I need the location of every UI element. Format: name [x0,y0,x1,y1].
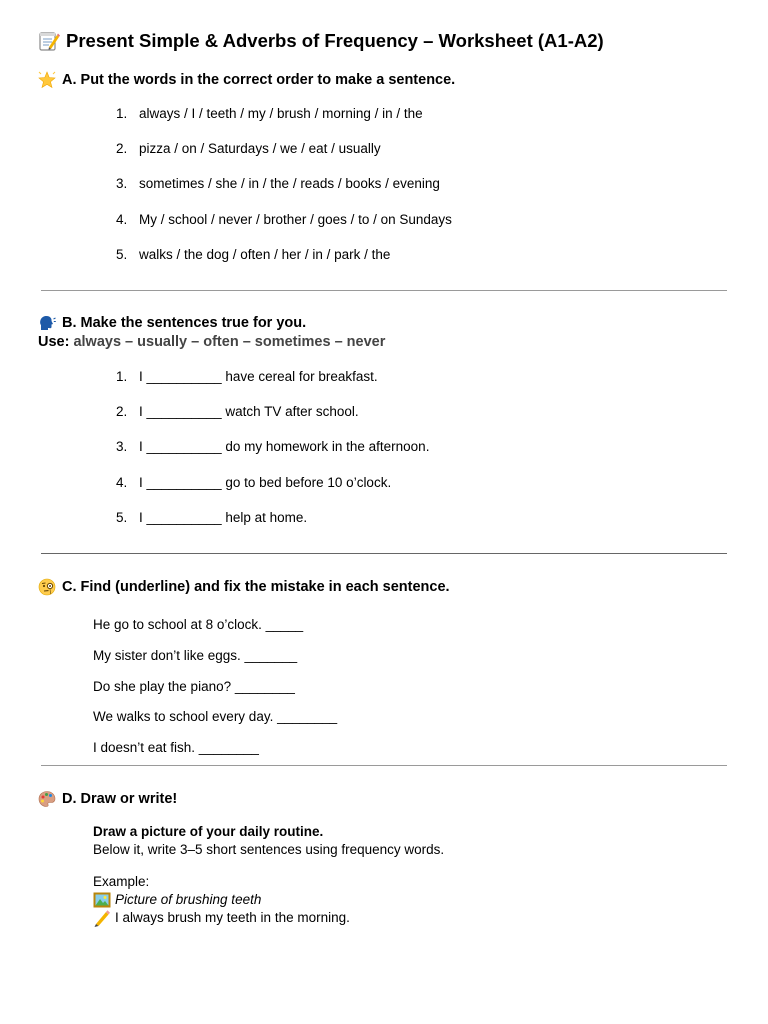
item-number: 4. [116,211,128,227]
section-b-heading [38,314,306,332]
item-number: 3. [116,439,128,455]
item-number: 1. [116,106,128,121]
section-b-list [116,369,429,545]
item-text: walks / the dog / often / her / in / park / the [139,246,391,262]
instruction: Below it, write 3–5 short sentences using frequency words. [93,842,445,857]
frequency-words: always – usually – often – sometimes – never [73,334,386,350]
example-label: Example: [93,874,150,889]
list-item: Do she play the piano? ________ [93,678,295,694]
memo-icon [38,30,60,52]
item-number: 3. [116,176,128,192]
section-b-heading-text: B. Make the sentences true for you. [62,315,307,331]
instruction-bold: Draw a picture of your daily routine. [93,824,324,839]
list-item [116,176,452,211]
framed-picture-icon [93,891,115,909]
item-number: 4. [116,474,128,490]
list-item: We walks to school every day. ________ [93,709,338,725]
list-item [116,404,429,439]
section-c-list [93,617,337,771]
divider [41,290,727,291]
divider [41,765,727,766]
list-item [116,510,429,545]
list-item [116,369,429,404]
use-words-line [38,334,385,350]
section-a-list [116,106,452,282]
speaking-head-icon [38,314,56,332]
list-item [116,439,429,474]
section-a-heading-text: A. Put the words in the correct order to make a sentence. [62,72,456,88]
example-sentence-text: I always brush my teeth in the morning. [115,910,350,925]
pencil-icon [93,909,115,927]
star-icon [38,71,56,89]
item-number: 1. [116,369,128,384]
item-text: pizza / on / Saturdays / we / eat / usually [139,141,381,157]
section-a-heading [38,71,455,89]
section-d-heading-text: D. Draw or write! [62,791,178,807]
spacer [93,859,444,873]
example-sentence-row [93,909,444,927]
list-item [116,247,452,282]
item-text: I __________ watch TV after school. [139,404,359,420]
use-label: Use: [38,334,70,350]
section-d-heading [38,790,177,808]
item-number: 5. [116,509,128,525]
item-text: always / I / teeth / my / brush / morning / in / the [139,106,423,121]
item-number: 2. [116,404,128,420]
list-item: He go to school at 8 o’clock. _____ [93,617,304,632]
item-number: 5. [116,246,128,262]
list-item [116,106,452,141]
item-text: I __________ help at home. [139,509,308,525]
list-item: My sister don’t like eggs. _______ [93,647,298,663]
divider [41,553,727,554]
section-c-heading-text: C. Find (underline) and fix the mistake in each sentence. [62,579,450,595]
list-item [116,475,429,510]
item-number: 2. [116,141,128,157]
item-text: I __________ go to bed before 10 o’clock. [139,474,392,490]
section-c-heading [38,578,450,596]
item-text: My / school / never / brother / goes / to / on Sundays [139,211,452,227]
item-text: sometimes / she / in / the / reads / books / evening [139,176,440,192]
example-picture-text: Picture of brushing teeth [115,892,262,907]
item-text: I __________ have cereal for breakfast. [139,369,378,384]
section-d-content [93,823,444,927]
list-item [116,141,452,176]
list-item [116,212,452,247]
list-item: I doesn’t eat fish. ________ [93,740,259,756]
example-picture-row [93,891,444,909]
item-text: I __________ do my homework in the afternoon. [139,439,430,455]
worksheet-title [38,30,604,52]
face-with-monocle-icon [38,578,56,596]
palette-icon [38,790,56,808]
title-text: Present Simple & Adverbs of Frequency – Worksheet (A1-A2) [66,30,604,51]
